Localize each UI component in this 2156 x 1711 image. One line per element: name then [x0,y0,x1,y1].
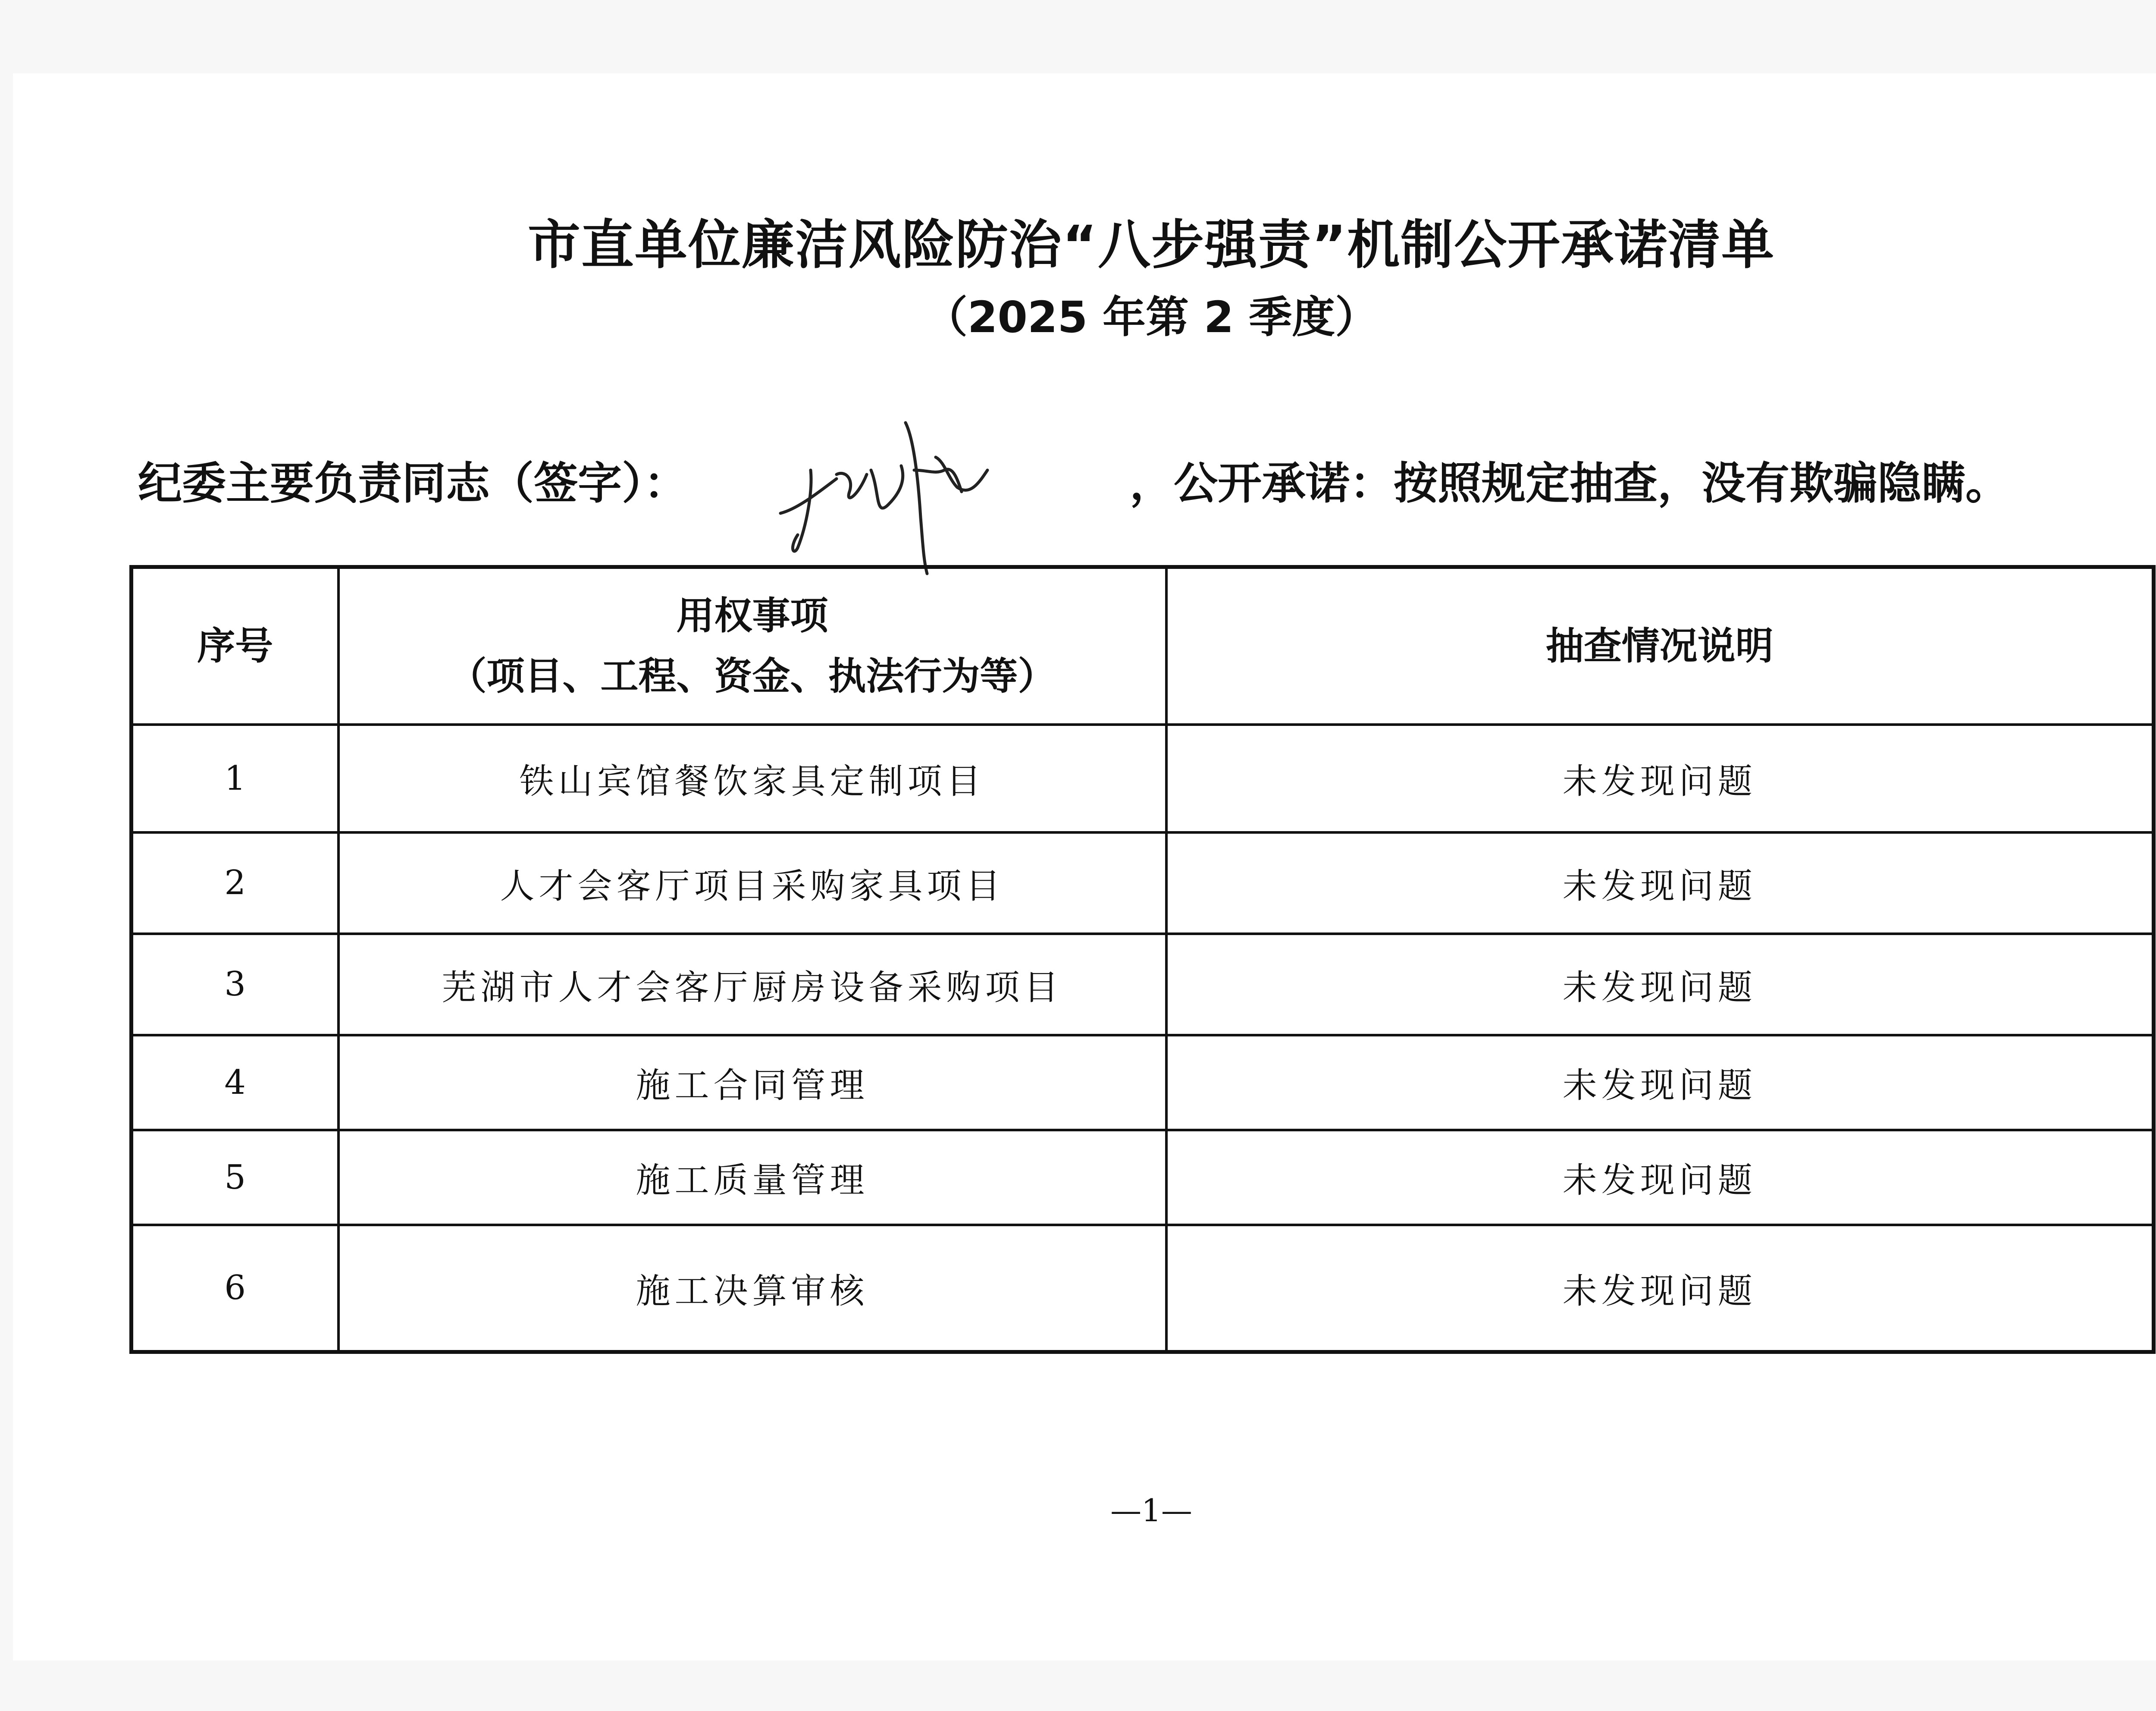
row-item: 铁山宾馆餐饮家具定制项目 [338,725,1166,832]
table-row [132,1225,2154,1352]
table-row [132,725,2154,832]
header-item-line1: 用权事项 [676,593,828,638]
row-index: 2 [132,832,338,934]
handwritten-signature [772,405,1013,578]
table-row [132,1035,2154,1130]
table-row [132,832,2154,934]
row-result: 未发现问题 [1166,934,2154,1035]
row-result: 未发现问题 [1166,1130,2154,1225]
commitment-table [129,565,2156,1354]
row-index: 5 [132,1130,338,1225]
row-result: 未发现问题 [1166,832,2154,934]
table-header-row [132,567,2154,725]
row-result: 未发现问题 [1166,1035,2154,1130]
document-subtitle: （2025 年第 2 季度） [924,292,1379,342]
header-item-line2: （项目、工程、资金、执法行为等） [448,653,1056,698]
row-index: 3 [132,934,338,1035]
page-number: —1— [1110,1492,1192,1529]
row-index: 4 [132,1035,338,1130]
document-title: 市直单位廉洁风险防治“八步强责”机制公开承诺清单 [527,214,1775,276]
row-item: 人才会客厅项目采购家具项目 [338,832,1166,934]
row-item: 芜湖市人才会客厅厨房设备采购项目 [338,934,1166,1035]
row-item: 施工质量管理 [338,1130,1166,1225]
row-index: 6 [132,1225,338,1352]
table-row [132,1130,2154,1225]
table-row [132,934,2154,1035]
row-result: 未发现问题 [1166,1225,2154,1352]
signature-label: 纪委主要负责同志（签字）： [138,458,688,509]
commitment-statement: ，公开承诺：按照规定抽查，没有欺骗隐瞒。 [1130,458,2009,509]
row-item: 施工决算审核 [338,1225,1166,1352]
row-index: 1 [132,725,338,832]
header-result: 抽查情况说明 [1166,567,2154,725]
header-index: 序号 [132,567,338,725]
row-result: 未发现问题 [1166,725,2154,832]
row-item: 施工合同管理 [338,1035,1166,1130]
header-item [338,567,1166,725]
